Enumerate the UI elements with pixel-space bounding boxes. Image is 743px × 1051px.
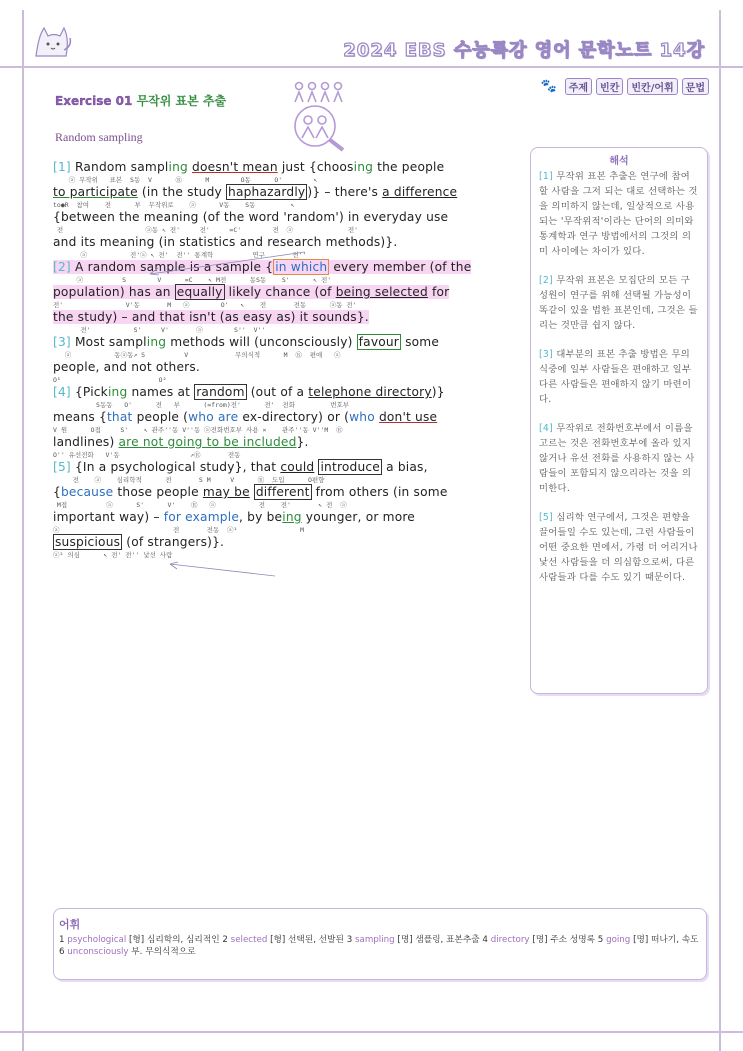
text: important way) – [53,510,164,524]
passage-line [53,160,515,175]
translation-paragraph [539,273,699,333]
gloss-line: to●R 참여 전 부 무작위로 ⓐ V동 S동 ↖ [53,201,295,209]
text: Most sampl [74,335,147,349]
text: A random sample is a sample { [74,260,274,274]
text: a bias, [382,460,428,474]
translation-number: [1] [539,171,554,182]
gloss-line: 전' S' V' ⓐ S'' V'' [53,326,266,334]
gloss-line: 전' V'동 M ⓐ O' ↖ 전 전동 ⓐ동 전' [53,301,357,309]
vocab-number: 5 [597,935,607,945]
vocab-word: psychological [67,935,127,945]
vocab-word: unconsciously [67,947,129,957]
passage-line [53,460,515,475]
header-divider [0,66,743,68]
people-search-icon [287,80,351,152]
topic-tags [541,78,709,95]
vocab-number: 2 [222,935,231,945]
reference-arrow-icon [160,560,280,580]
text: ex-directory) or ( [238,410,350,424]
vocab-definition: [명] 샘플링, 표본추출 [394,935,483,945]
subtitle: Random sampling [55,130,143,144]
text: could [280,460,315,474]
boxed-word: equally [176,285,223,299]
translation-text: 심리학 연구에서, 그것은 편향을 끌어들일 수도 있는데, 그런 사람들이 어떤 중요한 면에서, 가령 더 어리거나 낯선 사람들을 더 의심함으로써, 다른 사람들과 다를 수도 있기 때문이다. [539,512,698,583]
tag-blank: 빈칸 [596,78,623,95]
bottom-border [0,1031,743,1033]
passage-line [53,335,515,350]
gloss-line: 전 ⓐ 심리학적 전 S M V Ⓡ 도입 O편향 [53,476,325,484]
vocab-number: 3 [346,935,355,945]
text: who are [188,410,239,424]
reference-arrow-icon [130,250,310,280]
text: the people [373,160,445,174]
text: telephone directory [308,385,432,399]
passage-line [53,185,515,200]
page-title: 2024 EBS 수능특강 영어 문학노트 14강 [343,40,705,61]
exercise-title: 무작위 표본 추출 [136,94,227,108]
vocab-definition: [명] 주소 성명록 [529,935,598,945]
text: ing [146,335,167,349]
gloss-line: O¹ O² [53,376,167,384]
passage-line [53,485,515,500]
translation-number: [5] [539,512,554,523]
translation-number: [4] [539,423,554,434]
vocab-word: directory [490,935,530,945]
gloss-line: ⓐ 전 전동 ⓐ¹ M [53,526,304,534]
text: ing [168,160,188,174]
text: people ( [132,410,189,424]
gloss-line: ⓐ 동ⓐ동↗ S V 무의식적 M Ⓡ 편애 ⓐ [53,351,341,359]
passage-line [53,385,515,400]
text: {Pick [74,385,108,399]
text: (out of a [246,385,309,399]
translation-number: [3] [539,349,554,360]
passage-line: and its meaning (in statistics and research methods)}. [53,235,398,249]
passage-line [53,285,515,300]
passage-line [53,535,515,550]
translation-paragraph [539,421,699,496]
text: for [427,285,450,299]
passage [53,160,515,560]
right-border [719,10,721,1051]
vocab-number: 6 [59,947,68,957]
text: to participate [53,185,138,199]
translation-text: 대부분의 표본 추출 방법은 무의식중에 일부 사람들은 편애하고 일부 다른 사람들은 편애하지 않기 마련이다. [539,349,692,405]
translation-paragraph [539,347,699,407]
text: who [349,410,375,424]
text: population) has an [53,285,175,299]
vocabulary-list [59,934,701,958]
translation-text: 무작위로 전화번호부에서 이름을 고르는 것은 전화번호부에 올라 있지 않거나 유선 전화를 사용하지 않는 사람들이 포함되지 않으리라는 것을 의미한다. [539,423,695,494]
sentence-number: [2] [53,260,71,274]
sentence-number: [3] [53,335,71,349]
passage-line [53,410,515,425]
exercise-label: Exercise 01 [55,94,133,108]
boxed-word: in which [275,260,328,274]
text: because [60,485,114,499]
cat-logo-icon [30,20,74,60]
translation-text: 무작위 표본 추출은 연구에 참여할 사람을 그저 되는 대로 선택하는 것을 의미하지 않는데, 일상적으로 사용되는 '무작위적'이라는 단어의 의미와 통계학과 연구 방법에서의 그것의 의미 사이에는 차이가 있다. [539,171,698,257]
tag-grammar: 문법 [682,78,709,95]
vocab-number: 1 [59,935,68,945]
gloss-line: M접 ⓐ S' V' Ⓡ ⓐ 전 전' ↖ 전 ⓐ [53,501,347,509]
text: may be [202,485,250,499]
vocab-word: going [606,935,631,945]
text: }. [296,435,309,449]
text: a difference [382,185,458,199]
vocab-word: selected [230,935,268,945]
passage-line: people, and not others. [53,360,200,374]
translation-paragraph [539,169,699,259]
gloss-line: ⓐ 전'ⓐ ↖ 전' 전'' 통계학 연구 전'' [53,251,307,259]
gloss-line: 전 ⓐ동 ↖ 전' 전' =C' 전 ⓐ 전' [53,226,359,234]
text: )} – there's [307,185,383,199]
text: just {choos [277,160,354,174]
vocabulary-heading: 어휘 [59,918,81,931]
text: , by be [239,510,283,524]
text: ing [282,510,302,524]
text: {In a psychological study}, that [74,460,281,474]
vocabulary-box [53,908,707,980]
vocab-definition: [형] 선택된, 선발된 [267,935,347,945]
text: some [401,335,440,349]
vocab-definition: [명] 떠나기, 속도 [630,935,699,945]
sentence-number: [5] [53,460,71,474]
boxed-word: different [255,485,310,499]
sentence-number: [1] [53,160,71,174]
passage-line: {between the meaning (of the word 'random') in everyday use [53,210,449,224]
tag-blank-vocab: 빈칸/어휘 [627,78,677,95]
text: younger, or more [301,510,415,524]
exercise-heading [55,92,226,109]
gloss-line: V 원 O접 S' ↖ 관주''동 V''동 ⓐ전화번호부 사용 × 관주''동 V''M Ⓡ [53,426,343,434]
text: will (unconsciously) [229,335,357,349]
text: means { [53,410,107,424]
text: being selected [335,285,428,299]
text: Random sampl [74,160,169,174]
verb-phrase: don't use [378,410,438,424]
text: (of strangers)}. [122,535,225,549]
passage-line [53,510,515,525]
gloss-line: ⓐ S V =C ↖ M전 동S동 S' ↖ 전' [53,276,332,284]
text: likely chance (of [224,285,336,299]
passage-line [53,310,515,325]
text: ing [107,385,128,399]
text: )} [431,385,445,399]
boxed-word: suspicious [55,535,121,549]
text: that [106,410,133,424]
vocab-word: sampling [354,935,395,945]
gloss-line: O'' 유선전화 V'동 ↗Ⓡ 전동 [53,451,241,459]
gloss-line: S동동 O' 전 부 (=from)전' 전' 전화 번호부 [53,401,350,409]
left-border [22,10,24,1051]
vocab-number: 4 [482,935,491,945]
text: from others (in some [311,485,448,499]
translation-text: 무작위 표본은 모집단의 모든 구성원이 연구를 위해 선택될 가능성이 똑같이 있을 법한 표본인데, 그것은 들리는 것만큼 쉽지 않다. [539,275,698,331]
translation-paragraph [539,510,699,585]
text: those people [113,485,203,499]
text: ing [353,160,374,174]
boxed-word: introduce [320,460,381,474]
verb-phrase: doesn't mean [192,160,278,174]
tag-topic: 주제 [565,78,592,95]
text: methods [166,335,230,349]
vocab-definition: 부. 무의식적으로 [128,947,196,957]
text: landlines) [53,435,119,449]
vocab-definition: [형] 심리학의, 심리적인 [126,935,223,945]
gloss-line: ⓐ 무작위 표본 S동 V Ⓡ M O동 O' ↖ [53,176,318,184]
boxed-word: haphazardly [228,185,306,199]
text: every member (of the [329,260,472,274]
translation-heading: 해석 [609,156,629,167]
passage-line [53,435,515,450]
text: the study) – and that isn't (as easy as) it sounds}. [53,310,369,324]
translation-number: [2] [539,275,554,286]
text: names at [127,385,195,399]
translation-panel [530,147,708,694]
sentence-number: [4] [53,385,71,399]
text: (in the study [137,185,227,199]
text: for example [163,510,240,524]
boxed-word: random [196,385,245,399]
gloss-line: ⓐ² 의심 ↖ 전' 전'' 낯선 사람 [53,551,173,559]
boxed-word: favour [358,335,400,349]
paw-icon: 🐾 [540,79,557,94]
verb-phrase: are not going to be included [118,435,297,449]
text: { [53,485,61,499]
